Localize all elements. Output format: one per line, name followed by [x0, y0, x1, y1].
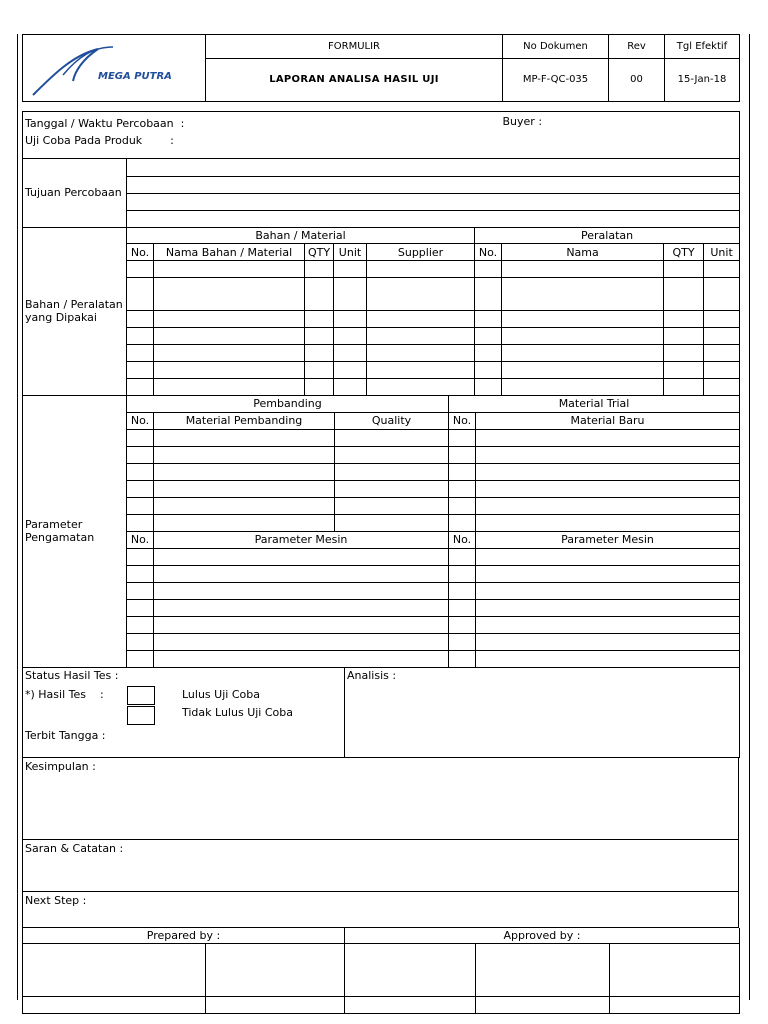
- signature-box[interactable]: [610, 944, 740, 997]
- col-header: Nama Bahan / Material: [154, 244, 305, 261]
- signature-name[interactable]: [23, 997, 206, 1014]
- signature-box[interactable]: [206, 944, 345, 997]
- table-row: [23, 616, 740, 633]
- lulus-checkbox[interactable]: [127, 686, 155, 705]
- info-section: [22, 111, 740, 159]
- col-header: Material Pembanding: [154, 412, 335, 429]
- approved-by-label: Approved by :: [345, 928, 740, 944]
- left-edge-line: [17, 34, 18, 1000]
- next-step-field: Next Step :: [23, 892, 739, 927]
- col-header: No.: [127, 531, 154, 548]
- table-row: [23, 650, 740, 667]
- col-header: Nama: [502, 244, 664, 261]
- col-header: No.: [449, 531, 476, 548]
- col-header: QTY: [664, 244, 704, 261]
- col-header: Unit: [334, 244, 367, 261]
- tujuan-line[interactable]: [127, 210, 740, 227]
- table-row: [23, 278, 740, 311]
- tidak-lulus-label: Tidak Lulus Uji Coba: [182, 705, 293, 719]
- date-label: Tgl Efektif: [665, 35, 740, 59]
- tanggal-field: Tanggal / Waktu Percobaan :: [25, 117, 185, 130]
- col-header: No.: [475, 244, 502, 261]
- company-logo: [23, 35, 206, 102]
- page-title: LAPORAN ANALISA HASIL UJI: [206, 58, 503, 102]
- doc-no-value: MP-F-QC-035: [503, 58, 609, 102]
- parameter-label: Parameter Pengamatan: [23, 396, 127, 667]
- table-row: [23, 379, 740, 396]
- table-row: [23, 429, 740, 446]
- status-section: [22, 668, 740, 759]
- table-row: [23, 548, 740, 565]
- kesimpulan-section: [22, 758, 739, 840]
- parameter-section: [22, 396, 740, 668]
- rev-value: 00: [609, 58, 665, 102]
- col-header: Material Baru: [476, 412, 740, 429]
- col-header: No.: [127, 412, 154, 429]
- table-row: [23, 328, 740, 345]
- table-row: [23, 463, 740, 480]
- rev-label: Rev: [609, 35, 665, 59]
- col-header: Parameter Mesin: [154, 531, 449, 548]
- table-row: [23, 582, 740, 599]
- lulus-label: Lulus Uji Coba: [182, 687, 260, 701]
- table-row: [23, 514, 740, 531]
- table-row: [23, 497, 740, 514]
- bahan-section: [22, 228, 740, 397]
- signature-name[interactable]: [206, 997, 345, 1014]
- terbit-label: Terbit Tangga :: [25, 728, 106, 742]
- buyer-field: Buyer :: [501, 112, 740, 159]
- col-header: Parameter Mesin: [476, 531, 740, 548]
- hasil-label: *) Hasil Tes :: [25, 687, 104, 701]
- table-row: [23, 565, 740, 582]
- kesimpulan-field: Kesimpulan :: [23, 758, 739, 839]
- saran-section: [22, 840, 739, 893]
- pembanding-header: Pembanding: [127, 396, 449, 412]
- tidak-lulus-checkbox[interactable]: [127, 706, 155, 725]
- table-row: [23, 261, 740, 278]
- table-row: [23, 633, 740, 650]
- signature-box[interactable]: [476, 944, 610, 997]
- tujuan-line[interactable]: [127, 159, 740, 176]
- col-header: Supplier: [367, 244, 475, 261]
- peralatan-header: Peralatan: [475, 228, 740, 244]
- signature-name[interactable]: [610, 997, 740, 1014]
- bahan-label: Bahan / Peralatan yang Dipakai: [23, 228, 127, 396]
- saran-field: Saran & Catatan :: [23, 840, 739, 892]
- info-left: [23, 112, 501, 159]
- next-step-section: [22, 892, 739, 928]
- analisis-field: Analisis :: [345, 668, 740, 758]
- signature-section: [22, 928, 740, 1015]
- form-header: [22, 34, 740, 102]
- status-label: Status Hasil Tes :: [25, 668, 119, 682]
- signature-name[interactable]: [345, 997, 476, 1014]
- table-row: [23, 311, 740, 328]
- prepared-by-label: Prepared by :: [23, 928, 345, 944]
- right-edge-line: [749, 34, 750, 1000]
- mega-putra-logo-icon: [23, 35, 206, 97]
- tujuan-section: [22, 159, 740, 228]
- form-label: FORMULIR: [206, 35, 503, 59]
- table-row: [23, 480, 740, 497]
- status-block: [23, 668, 345, 758]
- tujuan-label: Tujuan Percobaan: [23, 159, 127, 227]
- table-row: [23, 345, 740, 362]
- form-page: [22, 34, 739, 1014]
- col-header: No.: [449, 412, 476, 429]
- col-header: Unit: [704, 244, 740, 261]
- table-row: [23, 446, 740, 463]
- trial-header: Material Trial: [449, 396, 740, 412]
- signature-name[interactable]: [476, 997, 610, 1014]
- col-header: Quality: [335, 412, 449, 429]
- tujuan-line[interactable]: [127, 176, 740, 193]
- signature-box[interactable]: [23, 944, 206, 997]
- date-value: 15-Jan-18: [665, 58, 740, 102]
- uji-coba-field: Uji Coba Pada Produk :: [25, 134, 174, 147]
- signature-box[interactable]: [345, 944, 476, 997]
- material-header: Bahan / Material: [127, 228, 475, 244]
- col-header: No.: [127, 244, 154, 261]
- tujuan-line[interactable]: [127, 193, 740, 210]
- logo-text: MEGA PUTRA: [98, 71, 172, 82]
- doc-no-label: No Dokumen: [503, 35, 609, 59]
- table-row: [23, 599, 740, 616]
- col-header: QTY: [305, 244, 334, 261]
- table-row: [23, 362, 740, 379]
